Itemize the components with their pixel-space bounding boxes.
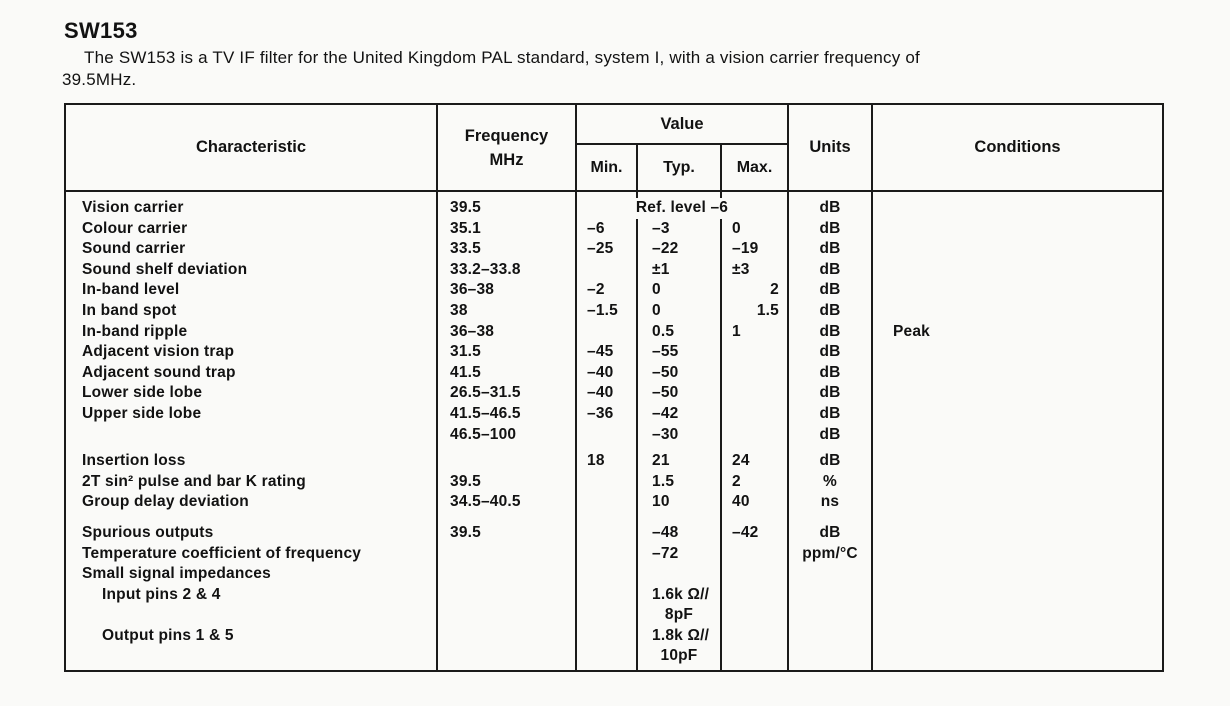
- cell-frequency-row-17: [438, 564, 575, 585]
- cell-min-row-5: –1.5: [587, 301, 618, 319]
- cell-typ-row-1: –3: [652, 219, 670, 237]
- cell-frequency-row-18: [438, 585, 575, 606]
- cell-frequency-row-10: 41.5–46.5: [450, 404, 521, 422]
- cell-units-row-9: dB: [819, 384, 841, 402]
- table-body: [66, 192, 1162, 670]
- cell-frequency-row-13: 39.5: [450, 472, 481, 490]
- table-header: [66, 105, 1162, 192]
- col-conditions: [873, 192, 1162, 670]
- col-header-frequency-line1: Frequency: [464, 126, 549, 145]
- cell-typ-row-17: [638, 564, 720, 585]
- cell-frequency-row-8: 41.5: [450, 363, 481, 381]
- cell-conditions-row-1: [873, 219, 1162, 240]
- doc-title: SW153: [64, 18, 138, 43]
- col-header-min: Min.: [577, 145, 638, 190]
- col-header-min-typ-max: [577, 145, 787, 190]
- cell-max-row-1: 0: [732, 219, 741, 237]
- cell-units-row-19: [789, 605, 871, 626]
- cell-frequency-row-7: 31.5: [450, 343, 481, 361]
- cell-typ-row-7: –55: [652, 343, 679, 361]
- cell-typ-row-6: 0.5: [652, 322, 675, 340]
- cell-frequency-row-0: 39.5: [450, 199, 481, 216]
- cell-characteristic-row-1: Colour carrier: [82, 219, 188, 237]
- cell-min-row-14: [577, 492, 636, 513]
- cell-max-row-18: [722, 585, 787, 606]
- cell-max-row-9: [722, 383, 787, 404]
- cell-max-row-2: –19: [732, 240, 759, 258]
- cell-characteristic-row-20: Output pins 1 & 5: [102, 626, 234, 644]
- col-header-conditions: Conditions: [974, 138, 1061, 156]
- cell-characteristic-row-2: Sound carrier: [82, 240, 186, 258]
- cell-frequency-row-19: [438, 605, 575, 626]
- cell-frequency-row-16: [438, 544, 575, 565]
- cell-units-row-2: dB: [819, 240, 841, 258]
- cell-conditions-row-2: [873, 239, 1162, 260]
- cell-conditions-row-21: [873, 646, 1162, 667]
- cell-frequency-row-11: 46.5–100: [450, 425, 517, 443]
- cell-characteristic-row-19: [66, 605, 436, 626]
- cell-max-row-20: [722, 626, 787, 647]
- cell-min-row-11: [577, 425, 636, 446]
- cell-min-row-9: –40: [587, 384, 614, 402]
- cell-characteristic-row-6: In-band ripple: [82, 322, 188, 340]
- col-header-value: Value: [577, 105, 787, 145]
- cell-typ-row-15: –48: [652, 523, 679, 541]
- cell-min-row-7: –45: [587, 343, 614, 361]
- cell-frequency-row-6: 36–38: [450, 322, 495, 340]
- cell-max-row-12: 24: [732, 452, 750, 470]
- cell-max-row-21: [722, 646, 787, 667]
- cell-min-row-3: [577, 260, 636, 281]
- cell-max-row-6: 1: [732, 322, 741, 340]
- cell-typ-row-20: 1.8k Ω//: [652, 626, 710, 644]
- col-header-units: Units: [789, 105, 873, 190]
- cell-typ-row-18: 1.6k Ω//: [652, 585, 710, 603]
- cell-units-row-5: dB: [819, 301, 841, 319]
- cell-max-row-16: [722, 544, 787, 565]
- col-units: [789, 192, 873, 670]
- cell-conditions-row-11: [873, 425, 1162, 446]
- cell-units-row-6: dB: [819, 322, 841, 340]
- cell-frequency-row-4: 36–38: [450, 281, 495, 299]
- cell-characteristic-row-7: Adjacent vision trap: [82, 343, 235, 361]
- cell-min-row-20: [577, 626, 636, 647]
- cell-conditions-row-3: [873, 260, 1162, 281]
- cell-min-row-21: [577, 646, 636, 667]
- cell-max-row-13: 2: [732, 472, 741, 490]
- cell-conditions-row-9: [873, 383, 1162, 404]
- cell-max-row-5: 1.5: [756, 301, 779, 319]
- intro-line-1: The SW153 is a TV IF filter for the United Kingdom PAL standard, system I, with a vision carrier frequency of: [84, 48, 920, 67]
- cell-characteristic-row-16: Temperature coefficient of frequency: [82, 544, 362, 562]
- cell-min-row-19: [577, 605, 636, 626]
- cell-characteristic-row-3: Sound shelf deviation: [82, 260, 248, 278]
- cell-min-row-15: [577, 523, 636, 544]
- ref-level-cell: Ref. level –6: [577, 198, 787, 219]
- spec-table: [64, 103, 1164, 672]
- cell-typ-row-11: –30: [652, 425, 679, 443]
- cell-conditions-row-15: [873, 523, 1162, 544]
- cell-frequency-row-21: [438, 646, 575, 667]
- cell-frequency-row-9: 26.5–31.5: [450, 384, 521, 402]
- cell-characteristic-row-5: In band spot: [82, 301, 177, 319]
- col-header-value-group: [577, 105, 789, 190]
- cell-units-row-0: dB: [819, 199, 841, 216]
- cell-units-row-13: %: [823, 472, 837, 490]
- cell-max-row-10: [722, 404, 787, 425]
- cell-max-row-8: [722, 363, 787, 384]
- cell-min-row-16: [577, 544, 636, 565]
- cell-typ-row-14: 10: [652, 493, 670, 511]
- cell-characteristic-row-8: Adjacent sound trap: [82, 363, 236, 381]
- cell-min-row-17: [577, 564, 636, 585]
- cell-max-row-14: 40: [732, 493, 750, 511]
- cell-typ-row-13: 1.5: [652, 472, 675, 490]
- col-header-max: Max.: [736, 158, 773, 176]
- cell-frequency-row-20: [438, 626, 575, 647]
- cell-frequency-row-15: 39.5: [450, 523, 481, 541]
- cell-units-row-7: dB: [819, 343, 841, 361]
- cell-frequency-row-2: 33.5: [450, 240, 481, 258]
- cell-units-row-3: dB: [819, 260, 841, 278]
- cell-characteristic-row-4: In-band level: [82, 281, 180, 299]
- cell-frequency-row-12: [438, 451, 575, 472]
- cell-conditions-row-5: [873, 301, 1162, 322]
- cell-typ-row-19: 8pF: [664, 606, 694, 624]
- col-max: [722, 192, 789, 670]
- cell-units-row-17: [789, 564, 871, 585]
- cell-max-row-15: –42: [732, 523, 759, 541]
- cell-min-row-1: –6: [587, 219, 605, 237]
- cell-max-row-19: [722, 605, 787, 626]
- cell-min-row-10: –36: [587, 404, 614, 422]
- cell-characteristic-row-11: [66, 425, 436, 446]
- cell-frequency-row-3: 33.2–33.8: [450, 260, 521, 278]
- cell-typ-row-21: 10pF: [660, 647, 698, 665]
- cell-units-row-15: dB: [819, 523, 841, 541]
- cell-typ-row-9: –50: [652, 384, 679, 402]
- cell-characteristic-row-12: Insertion loss: [82, 452, 186, 470]
- cell-max-row-3: ±3: [732, 260, 750, 278]
- cell-conditions-row-19: [873, 605, 1162, 626]
- cell-conditions-row-8: [873, 363, 1162, 384]
- cell-units-row-20: [789, 626, 871, 647]
- cell-max-row-7: [722, 342, 787, 363]
- cell-min-row-2: –25: [587, 240, 614, 258]
- cell-units-row-11: dB: [819, 425, 841, 443]
- cell-typ-row-3: ±1: [652, 260, 670, 278]
- cell-conditions-row-4: [873, 280, 1162, 301]
- cell-conditions-row-10: [873, 404, 1162, 425]
- cell-max-row-11: [722, 425, 787, 446]
- cell-units-row-10: dB: [819, 404, 841, 422]
- cell-min-row-6: [577, 322, 636, 343]
- col-frequency: [438, 192, 577, 670]
- cell-units-row-14: ns: [820, 493, 840, 511]
- cell-min-row-4: –2: [587, 281, 605, 299]
- cell-min-row-13: [577, 472, 636, 493]
- cell-conditions-row-0: [873, 198, 1162, 219]
- cell-conditions-row-18: [873, 585, 1162, 606]
- intro-line-2: 39.5MHz.: [62, 70, 137, 89]
- cell-min-row-8: –40: [587, 363, 614, 381]
- cell-min-row-12: 18: [587, 452, 605, 470]
- cell-units-row-18: [789, 585, 871, 606]
- cell-typ-row-4: 0: [652, 281, 661, 299]
- cell-conditions-row-13: [873, 472, 1162, 493]
- cell-units-row-1: dB: [819, 219, 841, 237]
- cell-frequency-row-14: 34.5–40.5: [450, 493, 521, 511]
- cell-characteristic-row-9: Lower side lobe: [82, 384, 203, 402]
- cell-characteristic-row-18: Input pins 2 & 4: [102, 585, 221, 603]
- cell-units-row-8: dB: [819, 363, 841, 381]
- cell-max-row-17: [722, 564, 787, 585]
- col-typ: [638, 192, 722, 670]
- cell-characteristic-row-15: Spurious outputs: [82, 523, 214, 541]
- col-characteristic: [66, 192, 438, 670]
- cell-characteristic-row-13: 2T sin² pulse and bar K rating: [82, 472, 306, 490]
- col-header-characteristic: Characteristic: [66, 105, 438, 190]
- cell-conditions-row-6: Peak: [893, 322, 930, 340]
- cell-units-row-21: [789, 646, 871, 667]
- cell-typ-row-8: –50: [652, 363, 679, 381]
- cell-typ-row-10: –42: [652, 404, 679, 422]
- cell-conditions-row-7: [873, 342, 1162, 363]
- col-header-typ: Typ.: [638, 145, 722, 190]
- cell-frequency-row-1: 35.1: [450, 219, 481, 237]
- cell-units-row-4: dB: [819, 281, 841, 299]
- cell-characteristic-row-21: [66, 646, 436, 667]
- cell-characteristic-row-10: Upper side lobe: [82, 404, 202, 422]
- cell-units-row-12: dB: [819, 452, 841, 470]
- cell-typ-row-16: –72: [652, 544, 679, 562]
- cell-units-row-16: ppm/°C: [802, 544, 858, 562]
- col-min: [577, 192, 638, 670]
- cell-min-row-18: [577, 585, 636, 606]
- cell-characteristic-row-0: Vision carrier: [82, 199, 184, 216]
- cell-typ-row-2: –22: [652, 240, 679, 258]
- cell-conditions-row-14: [873, 492, 1162, 513]
- cell-conditions-row-12: [873, 451, 1162, 472]
- col-header-frequency-line2: MHz: [489, 150, 524, 169]
- cell-conditions-row-16: [873, 544, 1162, 565]
- intro-paragraph: [62, 47, 1177, 91]
- cell-typ-row-5: 0: [652, 301, 661, 319]
- cell-characteristic-row-14: Group delay deviation: [82, 493, 249, 511]
- cell-conditions-row-20: [873, 626, 1162, 647]
- col-header-frequency: [438, 105, 577, 190]
- cell-characteristic-row-17: Small signal impedances: [82, 565, 271, 583]
- cell-frequency-row-5: 38: [450, 301, 468, 319]
- cell-conditions-row-17: [873, 564, 1162, 585]
- cell-max-row-4: 2: [770, 281, 779, 299]
- cell-typ-row-12: 21: [652, 452, 670, 470]
